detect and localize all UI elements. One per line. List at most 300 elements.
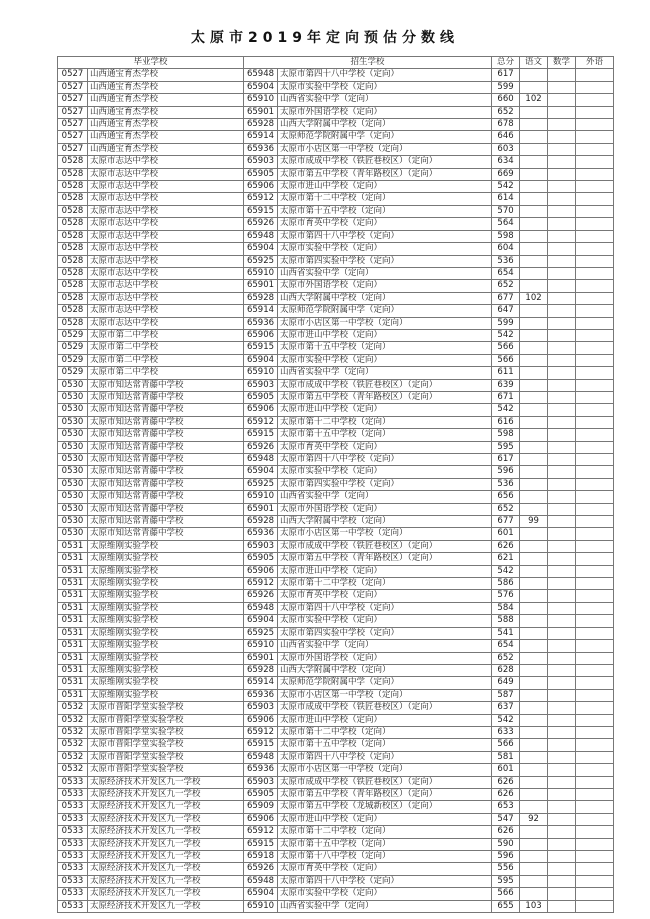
graduation-school-code-cell: 0531 <box>58 565 88 577</box>
enrollment-school-name-cell: 太原市第十五中学校（定向） <box>278 429 492 441</box>
table-row <box>58 726 614 738</box>
math-score-cell <box>548 640 576 652</box>
table-row <box>58 317 614 329</box>
table-row <box>58 230 614 242</box>
table-row <box>58 888 614 900</box>
enrollment-school-name-cell: 山西省实验中学（定向） <box>278 640 492 652</box>
chinese-score-cell <box>520 255 548 267</box>
enrollment-school-code-cell: 65948 <box>244 454 278 466</box>
graduation-school-name-cell: 太原维刚实验学校 <box>88 565 244 577</box>
header-graduation-school: 毕业学校 <box>58 57 244 69</box>
header-foreign-language-score: 外语 <box>576 57 614 69</box>
foreign-score-cell <box>576 838 614 850</box>
total-score-cell: 652 <box>492 106 520 118</box>
graduation-school-name-cell: 太原经济技术开发区九一学校 <box>88 863 244 875</box>
graduation-school-name-cell: 太原市志达中学校 <box>88 292 244 304</box>
total-score-cell: 634 <box>492 156 520 168</box>
total-score-cell: 628 <box>492 664 520 676</box>
graduation-school-name-cell: 太原市知达常青藤中学校 <box>88 478 244 490</box>
graduation-school-code-cell: 0531 <box>58 540 88 552</box>
math-score-cell <box>548 441 576 453</box>
graduation-school-code-cell: 0527 <box>58 119 88 131</box>
graduation-school-code-cell: 0527 <box>58 69 88 81</box>
foreign-score-cell <box>576 69 614 81</box>
foreign-score-cell <box>576 491 614 503</box>
math-score-cell <box>548 230 576 242</box>
graduation-school-code-cell: 0528 <box>58 205 88 217</box>
total-score-cell: 652 <box>492 652 520 664</box>
total-score-cell: 647 <box>492 305 520 317</box>
enrollment-school-code-cell: 65904 <box>244 243 278 255</box>
header-chinese-score: 语文 <box>520 57 548 69</box>
table-header-row <box>58 57 614 69</box>
enrollment-school-name-cell: 山西省实验中学（定向） <box>278 367 492 379</box>
graduation-school-code-cell: 0529 <box>58 342 88 354</box>
table-row <box>58 764 614 776</box>
graduation-school-code-cell: 0530 <box>58 454 88 466</box>
chinese-score-cell <box>520 602 548 614</box>
foreign-score-cell <box>576 181 614 193</box>
graduation-school-name-cell: 太原经济技术开发区九一学校 <box>88 851 244 863</box>
enrollment-school-name-cell: 太原市第五中学校（青年路校区）（定向） <box>278 391 492 403</box>
table-row <box>58 379 614 391</box>
chinese-score-cell <box>520 230 548 242</box>
enrollment-school-name-cell: 太原市第四十八中学校（定向） <box>278 69 492 81</box>
graduation-school-name-cell: 太原市志达中学校 <box>88 305 244 317</box>
total-score-cell: 621 <box>492 553 520 565</box>
total-score-cell: 649 <box>492 677 520 689</box>
graduation-school-name-cell: 太原维刚实验学校 <box>88 640 244 652</box>
graduation-school-code-cell: 0530 <box>58 416 88 428</box>
graduation-school-name-cell: 山西通宝育杰学校 <box>88 143 244 155</box>
total-score-cell: 541 <box>492 627 520 639</box>
table-row <box>58 553 614 565</box>
chinese-score-cell <box>520 888 548 900</box>
graduation-school-code-cell: 0530 <box>58 478 88 490</box>
graduation-school-code-cell: 0531 <box>58 677 88 689</box>
enrollment-school-name-cell: 太原师范学院附属中学（定向） <box>278 305 492 317</box>
graduation-school-code-cell: 0528 <box>58 255 88 267</box>
enrollment-school-code-cell: 65948 <box>244 69 278 81</box>
chinese-score-cell: 102 <box>520 292 548 304</box>
graduation-school-code-cell: 0533 <box>58 875 88 887</box>
graduation-school-code-cell: 0529 <box>58 329 88 341</box>
math-score-cell <box>548 454 576 466</box>
enrollment-school-name-cell: 太原市育英中学校（定向） <box>278 441 492 453</box>
math-score-cell <box>548 565 576 577</box>
enrollment-school-code-cell: 65912 <box>244 726 278 738</box>
enrollment-school-name-cell: 太原市实验中学校（定向） <box>278 615 492 627</box>
enrollment-school-name-cell: 太原市小店区第一中学校（定向） <box>278 143 492 155</box>
math-score-cell <box>548 81 576 93</box>
math-score-cell <box>548 851 576 863</box>
enrollment-school-name-cell: 山西省实验中学（定向） <box>278 900 492 912</box>
foreign-score-cell <box>576 590 614 602</box>
graduation-school-name-cell: 太原经济技术开发区九一学校 <box>88 813 244 825</box>
math-score-cell <box>548 813 576 825</box>
enrollment-school-code-cell: 65948 <box>244 875 278 887</box>
total-score-cell: 584 <box>492 602 520 614</box>
enrollment-school-name-cell: 山西省实验中学（定向） <box>278 94 492 106</box>
graduation-school-name-cell: 太原市志达中学校 <box>88 243 244 255</box>
total-score-cell: 653 <box>492 801 520 813</box>
graduation-school-name-cell: 太原经济技术开发区九一学校 <box>88 900 244 912</box>
graduation-school-code-cell: 0530 <box>58 466 88 478</box>
foreign-score-cell <box>576 131 614 143</box>
chinese-score-cell <box>520 181 548 193</box>
total-score-cell: 601 <box>492 528 520 540</box>
chinese-score-cell <box>520 528 548 540</box>
enrollment-school-code-cell: 65915 <box>244 429 278 441</box>
math-score-cell <box>548 677 576 689</box>
chinese-score-cell <box>520 81 548 93</box>
total-score-cell: 639 <box>492 379 520 391</box>
enrollment-school-name-cell: 太原市成成中学校（铁匠巷校区）（定向） <box>278 776 492 788</box>
math-score-cell <box>548 516 576 528</box>
enrollment-school-code-cell: 65905 <box>244 788 278 800</box>
graduation-school-name-cell: 太原市知达常青藤中学校 <box>88 528 244 540</box>
enrollment-school-name-cell: 太原市外国语学校（定向） <box>278 652 492 664</box>
graduation-school-name-cell: 太原市知达常青藤中学校 <box>88 404 244 416</box>
enrollment-school-name-cell: 太原市外国语学校（定向） <box>278 106 492 118</box>
enrollment-school-code-cell: 65910 <box>244 367 278 379</box>
foreign-score-cell <box>576 813 614 825</box>
total-score-cell: 652 <box>492 280 520 292</box>
chinese-score-cell <box>520 491 548 503</box>
foreign-score-cell <box>576 888 614 900</box>
total-score-cell: 542 <box>492 714 520 726</box>
math-score-cell <box>548 826 576 838</box>
graduation-school-code-cell: 0532 <box>58 702 88 714</box>
total-score-cell: 677 <box>492 292 520 304</box>
table-row <box>58 851 614 863</box>
math-score-cell <box>548 739 576 751</box>
math-score-cell <box>548 602 576 614</box>
chinese-score-cell <box>520 776 548 788</box>
graduation-school-name-cell: 太原市晋阳学堂实验学校 <box>88 726 244 738</box>
enrollment-school-code-cell: 65901 <box>244 503 278 515</box>
foreign-score-cell <box>576 578 614 590</box>
graduation-school-code-cell: 0528 <box>58 267 88 279</box>
graduation-school-code-cell: 0533 <box>58 863 88 875</box>
enrollment-school-code-cell: 65912 <box>244 578 278 590</box>
graduation-school-code-cell: 0530 <box>58 516 88 528</box>
table-row <box>58 156 614 168</box>
total-score-cell: 536 <box>492 255 520 267</box>
chinese-score-cell: 102 <box>520 94 548 106</box>
math-score-cell <box>548 503 576 515</box>
enrollment-school-code-cell: 65936 <box>244 317 278 329</box>
table-row <box>58 664 614 676</box>
graduation-school-name-cell: 山西通宝育杰学校 <box>88 69 244 81</box>
math-score-cell <box>548 391 576 403</box>
enrollment-school-code-cell: 65906 <box>244 181 278 193</box>
math-score-cell <box>548 788 576 800</box>
enrollment-school-code-cell: 65903 <box>244 702 278 714</box>
graduation-school-name-cell: 山西通宝育杰学校 <box>88 119 244 131</box>
graduation-school-name-cell: 太原市知达常青藤中学校 <box>88 516 244 528</box>
math-score-cell <box>548 69 576 81</box>
math-score-cell <box>548 888 576 900</box>
total-score-cell: 616 <box>492 416 520 428</box>
table-row <box>58 602 614 614</box>
total-score-cell: 611 <box>492 367 520 379</box>
graduation-school-code-cell: 0530 <box>58 503 88 515</box>
enrollment-school-name-cell: 太原市进山中学校（定向） <box>278 329 492 341</box>
foreign-score-cell <box>576 429 614 441</box>
table-row <box>58 689 614 701</box>
graduation-school-name-cell: 太原市晋阳学堂实验学校 <box>88 702 244 714</box>
enrollment-school-name-cell: 太原市第四十八中学校（定向） <box>278 602 492 614</box>
foreign-score-cell <box>576 503 614 515</box>
foreign-score-cell <box>576 416 614 428</box>
enrollment-school-code-cell: 65925 <box>244 255 278 267</box>
chinese-score-cell <box>520 578 548 590</box>
chinese-score-cell <box>520 243 548 255</box>
table-row <box>58 329 614 341</box>
enrollment-school-code-cell: 65915 <box>244 342 278 354</box>
enrollment-school-name-cell: 太原市进山中学校（定向） <box>278 565 492 577</box>
table-row <box>58 205 614 217</box>
enrollment-school-code-cell: 65904 <box>244 81 278 93</box>
math-score-cell <box>548 94 576 106</box>
foreign-score-cell <box>576 875 614 887</box>
enrollment-school-code-cell: 65909 <box>244 801 278 813</box>
math-score-cell <box>548 379 576 391</box>
enrollment-school-code-cell: 65914 <box>244 677 278 689</box>
enrollment-school-code-cell: 65910 <box>244 491 278 503</box>
enrollment-school-code-cell: 65903 <box>244 776 278 788</box>
graduation-school-code-cell: 0533 <box>58 900 88 912</box>
table-row <box>58 429 614 441</box>
table-row <box>58 590 614 602</box>
table-row <box>58 106 614 118</box>
header-total-score: 总分 <box>492 57 520 69</box>
enrollment-school-name-cell: 太原师范学院附属中学（定向） <box>278 677 492 689</box>
chinese-score-cell <box>520 788 548 800</box>
enrollment-school-name-cell: 太原市实验中学校（定向） <box>278 466 492 478</box>
graduation-school-name-cell: 太原维刚实验学校 <box>88 652 244 664</box>
foreign-score-cell <box>576 317 614 329</box>
enrollment-school-name-cell: 太原市第十二中学校（定向） <box>278 578 492 590</box>
foreign-score-cell <box>576 739 614 751</box>
graduation-school-code-cell: 0528 <box>58 317 88 329</box>
math-score-cell <box>548 292 576 304</box>
math-score-cell <box>548 863 576 875</box>
total-score-cell: 542 <box>492 181 520 193</box>
graduation-school-name-cell: 太原维刚实验学校 <box>88 689 244 701</box>
table-row <box>58 714 614 726</box>
chinese-score-cell <box>520 441 548 453</box>
enrollment-school-name-cell: 太原市第五中学校（青年路校区）（定向） <box>278 168 492 180</box>
graduation-school-name-cell: 太原市志达中学校 <box>88 230 244 242</box>
math-score-cell <box>548 540 576 552</box>
total-score-cell: 576 <box>492 590 520 602</box>
foreign-score-cell <box>576 143 614 155</box>
chinese-score-cell <box>520 478 548 490</box>
graduation-school-name-cell: 太原市知达常青藤中学校 <box>88 491 244 503</box>
graduation-school-name-cell: 太原市知达常青藤中学校 <box>88 379 244 391</box>
graduation-school-code-cell: 0531 <box>58 627 88 639</box>
graduation-school-name-cell: 太原市志达中学校 <box>88 181 244 193</box>
chinese-score-cell <box>520 379 548 391</box>
enrollment-school-name-cell: 太原市第四实验中学校（定向） <box>278 255 492 267</box>
table-row <box>58 788 614 800</box>
table-row <box>58 478 614 490</box>
total-score-cell: 542 <box>492 404 520 416</box>
math-score-cell <box>548 429 576 441</box>
header-enrollment-school: 招生学校 <box>244 57 492 69</box>
enrollment-school-code-cell: 65918 <box>244 851 278 863</box>
enrollment-school-code-cell: 65906 <box>244 813 278 825</box>
table-row <box>58 168 614 180</box>
table-row <box>58 516 614 528</box>
graduation-school-name-cell: 太原市第二中学校 <box>88 367 244 379</box>
enrollment-school-code-cell: 65915 <box>244 838 278 850</box>
enrollment-school-code-cell: 65928 <box>244 516 278 528</box>
math-score-cell <box>548 776 576 788</box>
math-score-cell <box>548 689 576 701</box>
foreign-score-cell <box>576 267 614 279</box>
enrollment-school-code-cell: 65926 <box>244 441 278 453</box>
enrollment-school-code-cell: 65936 <box>244 764 278 776</box>
enrollment-school-name-cell: 太原市实验中学校（定向） <box>278 354 492 366</box>
chinese-score-cell <box>520 652 548 664</box>
total-score-cell: 566 <box>492 739 520 751</box>
math-score-cell <box>548 181 576 193</box>
total-score-cell: 646 <box>492 131 520 143</box>
header-math-score: 数学 <box>548 57 576 69</box>
graduation-school-code-cell: 0530 <box>58 528 88 540</box>
enrollment-school-code-cell: 65901 <box>244 652 278 664</box>
enrollment-school-code-cell: 65901 <box>244 106 278 118</box>
enrollment-school-name-cell: 太原市小店区第一中学校（定向） <box>278 317 492 329</box>
table-body <box>58 69 614 913</box>
table-row <box>58 69 614 81</box>
score-table <box>57 56 614 913</box>
math-score-cell <box>548 875 576 887</box>
math-score-cell <box>548 590 576 602</box>
enrollment-school-name-cell: 太原市第十二中学校（定向） <box>278 826 492 838</box>
enrollment-school-name-cell: 太原市育英中学校（定向） <box>278 590 492 602</box>
foreign-score-cell <box>576 367 614 379</box>
total-score-cell: 547 <box>492 813 520 825</box>
table-row <box>58 255 614 267</box>
math-score-cell <box>548 106 576 118</box>
total-score-cell: 626 <box>492 776 520 788</box>
foreign-score-cell <box>576 193 614 205</box>
enrollment-school-code-cell: 65906 <box>244 404 278 416</box>
enrollment-school-code-cell: 65928 <box>244 119 278 131</box>
total-score-cell: 596 <box>492 851 520 863</box>
foreign-score-cell <box>576 540 614 552</box>
graduation-school-name-cell: 太原市知达常青藤中学校 <box>88 391 244 403</box>
graduation-school-code-cell: 0531 <box>58 615 88 627</box>
foreign-score-cell <box>576 255 614 267</box>
enrollment-school-code-cell: 65926 <box>244 218 278 230</box>
table-row <box>58 863 614 875</box>
graduation-school-code-cell: 0533 <box>58 826 88 838</box>
enrollment-school-code-cell: 65905 <box>244 391 278 403</box>
enrollment-school-name-cell: 太原市第四实验中学校（定向） <box>278 627 492 639</box>
enrollment-school-name-cell: 太原市第十二中学校（定向） <box>278 193 492 205</box>
total-score-cell: 596 <box>492 466 520 478</box>
chinese-score-cell <box>520 590 548 602</box>
graduation-school-name-cell: 太原市知达常青藤中学校 <box>88 466 244 478</box>
total-score-cell: 633 <box>492 726 520 738</box>
table-row <box>58 813 614 825</box>
enrollment-school-name-cell: 太原市成成中学校（铁匠巷校区）（定向） <box>278 540 492 552</box>
total-score-cell: 556 <box>492 863 520 875</box>
chinese-score-cell <box>520 702 548 714</box>
enrollment-school-code-cell: 65928 <box>244 664 278 676</box>
chinese-score-cell <box>520 367 548 379</box>
graduation-school-name-cell: 太原市志达中学校 <box>88 156 244 168</box>
chinese-score-cell <box>520 267 548 279</box>
chinese-score-cell: 103 <box>520 900 548 912</box>
table-row <box>58 292 614 304</box>
chinese-score-cell <box>520 454 548 466</box>
foreign-score-cell <box>576 702 614 714</box>
total-score-cell: 660 <box>492 94 520 106</box>
foreign-score-cell <box>576 466 614 478</box>
table-row <box>58 627 614 639</box>
math-score-cell <box>548 900 576 912</box>
enrollment-school-name-cell: 太原市育英中学校（定向） <box>278 863 492 875</box>
total-score-cell: 586 <box>492 578 520 590</box>
math-score-cell <box>548 801 576 813</box>
enrollment-school-name-cell: 太原市第十五中学校（定向） <box>278 205 492 217</box>
total-score-cell: 655 <box>492 900 520 912</box>
chinese-score-cell <box>520 689 548 701</box>
foreign-score-cell <box>576 379 614 391</box>
enrollment-school-code-cell: 65936 <box>244 143 278 155</box>
enrollment-school-name-cell: 太原市外国语学校（定向） <box>278 503 492 515</box>
table-row <box>58 342 614 354</box>
math-score-cell <box>548 143 576 155</box>
enrollment-school-code-cell: 65903 <box>244 379 278 391</box>
math-score-cell <box>548 528 576 540</box>
graduation-school-code-cell: 0531 <box>58 664 88 676</box>
enrollment-school-name-cell: 太原市第十二中学校（定向） <box>278 726 492 738</box>
enrollment-school-code-cell: 65928 <box>244 292 278 304</box>
foreign-score-cell <box>576 478 614 490</box>
graduation-school-name-cell: 太原经济技术开发区九一学校 <box>88 875 244 887</box>
table-row <box>58 491 614 503</box>
chinese-score-cell <box>520 565 548 577</box>
math-score-cell <box>548 751 576 763</box>
math-score-cell <box>548 119 576 131</box>
enrollment-school-name-cell: 山西大学附属中学校（定向） <box>278 292 492 304</box>
graduation-school-name-cell: 太原市志达中学校 <box>88 255 244 267</box>
graduation-school-code-cell: 0533 <box>58 851 88 863</box>
graduation-school-code-cell: 0527 <box>58 81 88 93</box>
enrollment-school-name-cell: 太原市第四十八中学校（定向） <box>278 751 492 763</box>
enrollment-school-name-cell: 太原市小店区第一中学校（定向） <box>278 528 492 540</box>
enrollment-school-code-cell: 65926 <box>244 863 278 875</box>
foreign-score-cell <box>576 615 614 627</box>
table-row <box>58 367 614 379</box>
foreign-score-cell <box>576 528 614 540</box>
total-score-cell: 566 <box>492 342 520 354</box>
chinese-score-cell <box>520 416 548 428</box>
total-score-cell: 614 <box>492 193 520 205</box>
chinese-score-cell <box>520 503 548 515</box>
math-score-cell <box>548 702 576 714</box>
enrollment-school-name-cell: 太原市育英中学校（定向） <box>278 218 492 230</box>
enrollment-school-name-cell: 太原市进山中学校（定向） <box>278 404 492 416</box>
table-row <box>58 243 614 255</box>
